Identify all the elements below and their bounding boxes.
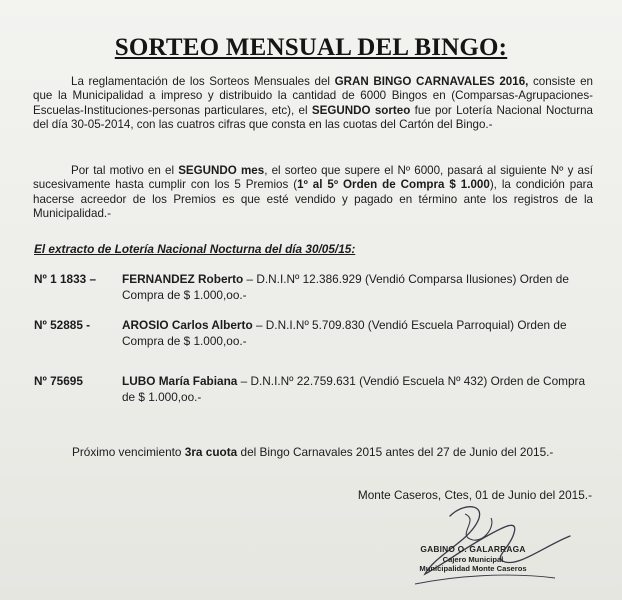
winner-detail: – D.N.I.Nº 22.759.631 (Vendió Escuela Nº 432) Orden de Compra: [237, 374, 586, 388]
winner-name: LUBO María Fabiana: [122, 374, 238, 388]
text: ), la condición para hacerse acreedor de los Premios es que esté vendido y pagado en término ante los registros de la Municipalidad.-: [33, 178, 593, 221]
text: , el sorteo que supere el Nº 6000, pasará al siguiente Nº y así sucesivamente hasta cumplir con los 5 Premios (: [33, 164, 594, 192]
signer-role: Cajero Municipal: [442, 554, 504, 564]
winner-entry: [34, 318, 594, 349]
winner-prize: Compra de $ 1.000,oo.-: [122, 333, 247, 348]
winner-number: Nº 75695: [34, 374, 83, 388]
extract-heading: El extracto de Lotería Nacional Nocturna del día 30/05/15:: [34, 242, 356, 256]
winner-number: Nº 52885 -: [34, 318, 91, 332]
winner-detail: – D.N.I.Nº 12.386.929 (Vendió Comparsa Ilusiones) Orden de: [243, 272, 569, 286]
winner-entry: [34, 374, 594, 405]
bold-text: SEGUNDO sorteo: [311, 103, 411, 117]
signer-name: GABINO O. GALARRAGA: [420, 544, 526, 554]
text: del Bingo Carnavales 2015 antes del 27 de Junio del 2015.-: [237, 445, 554, 459]
place-date: Monte Caseros, Ctes, 01 de Junio del 2015.-: [357, 488, 592, 502]
winner-name: AROSIO Carlos Alberto: [122, 318, 253, 332]
bold-text: SEGUNDO mes: [178, 164, 265, 177]
text: Próximo vencimiento: [72, 445, 185, 459]
winner-prize: Compra de $ 1.000,oo.-: [122, 287, 247, 302]
signature-block: [408, 545, 538, 574]
text: Por tal motivo en el: [71, 164, 179, 177]
text: La reglamentación de los Sorteos Mensuales del: [71, 75, 335, 88]
winner-detail: – D.N.I.Nº 5.709.830 (Vendió Escuela Parroquial) Orden de: [252, 318, 567, 332]
winner-name: FERNANDEZ Roberto: [122, 272, 244, 286]
bold-text: 1º al 5º Orden de Compra $ 1.000: [297, 178, 490, 192]
text: consiste en que la Municipalidad a impreso y distribuido la cantidad de 6000 Bingos en (Comparsas-Agrupaciones-Escuelas-Instituciones-personas particulares, etc), el: [33, 75, 594, 117]
winner-entry: [34, 272, 594, 303]
bold-text: 3ra cuota: [184, 445, 238, 459]
bold-text: GRAN BINGO CARNAVALES 2016,: [334, 75, 529, 88]
next-due-notice: [72, 445, 553, 459]
paragraph-regulation: [33, 75, 593, 133]
signer-org: Municipalidad Monte Caseros: [419, 564, 527, 573]
paragraph-conditions: [33, 164, 593, 222]
winner-prize: de $ 1.000,oo.-: [122, 389, 202, 404]
document-title: SORTEO MENSUAL DEL BINGO:: [114, 34, 508, 61]
text: fue por Lotería Nacional Nocturna del día 30-05-2014, con las cuatros cifras que consta en las cuotas del Cartón del Bingo.-: [33, 103, 593, 132]
winner-number: Nº 1 1833 –: [34, 272, 97, 286]
